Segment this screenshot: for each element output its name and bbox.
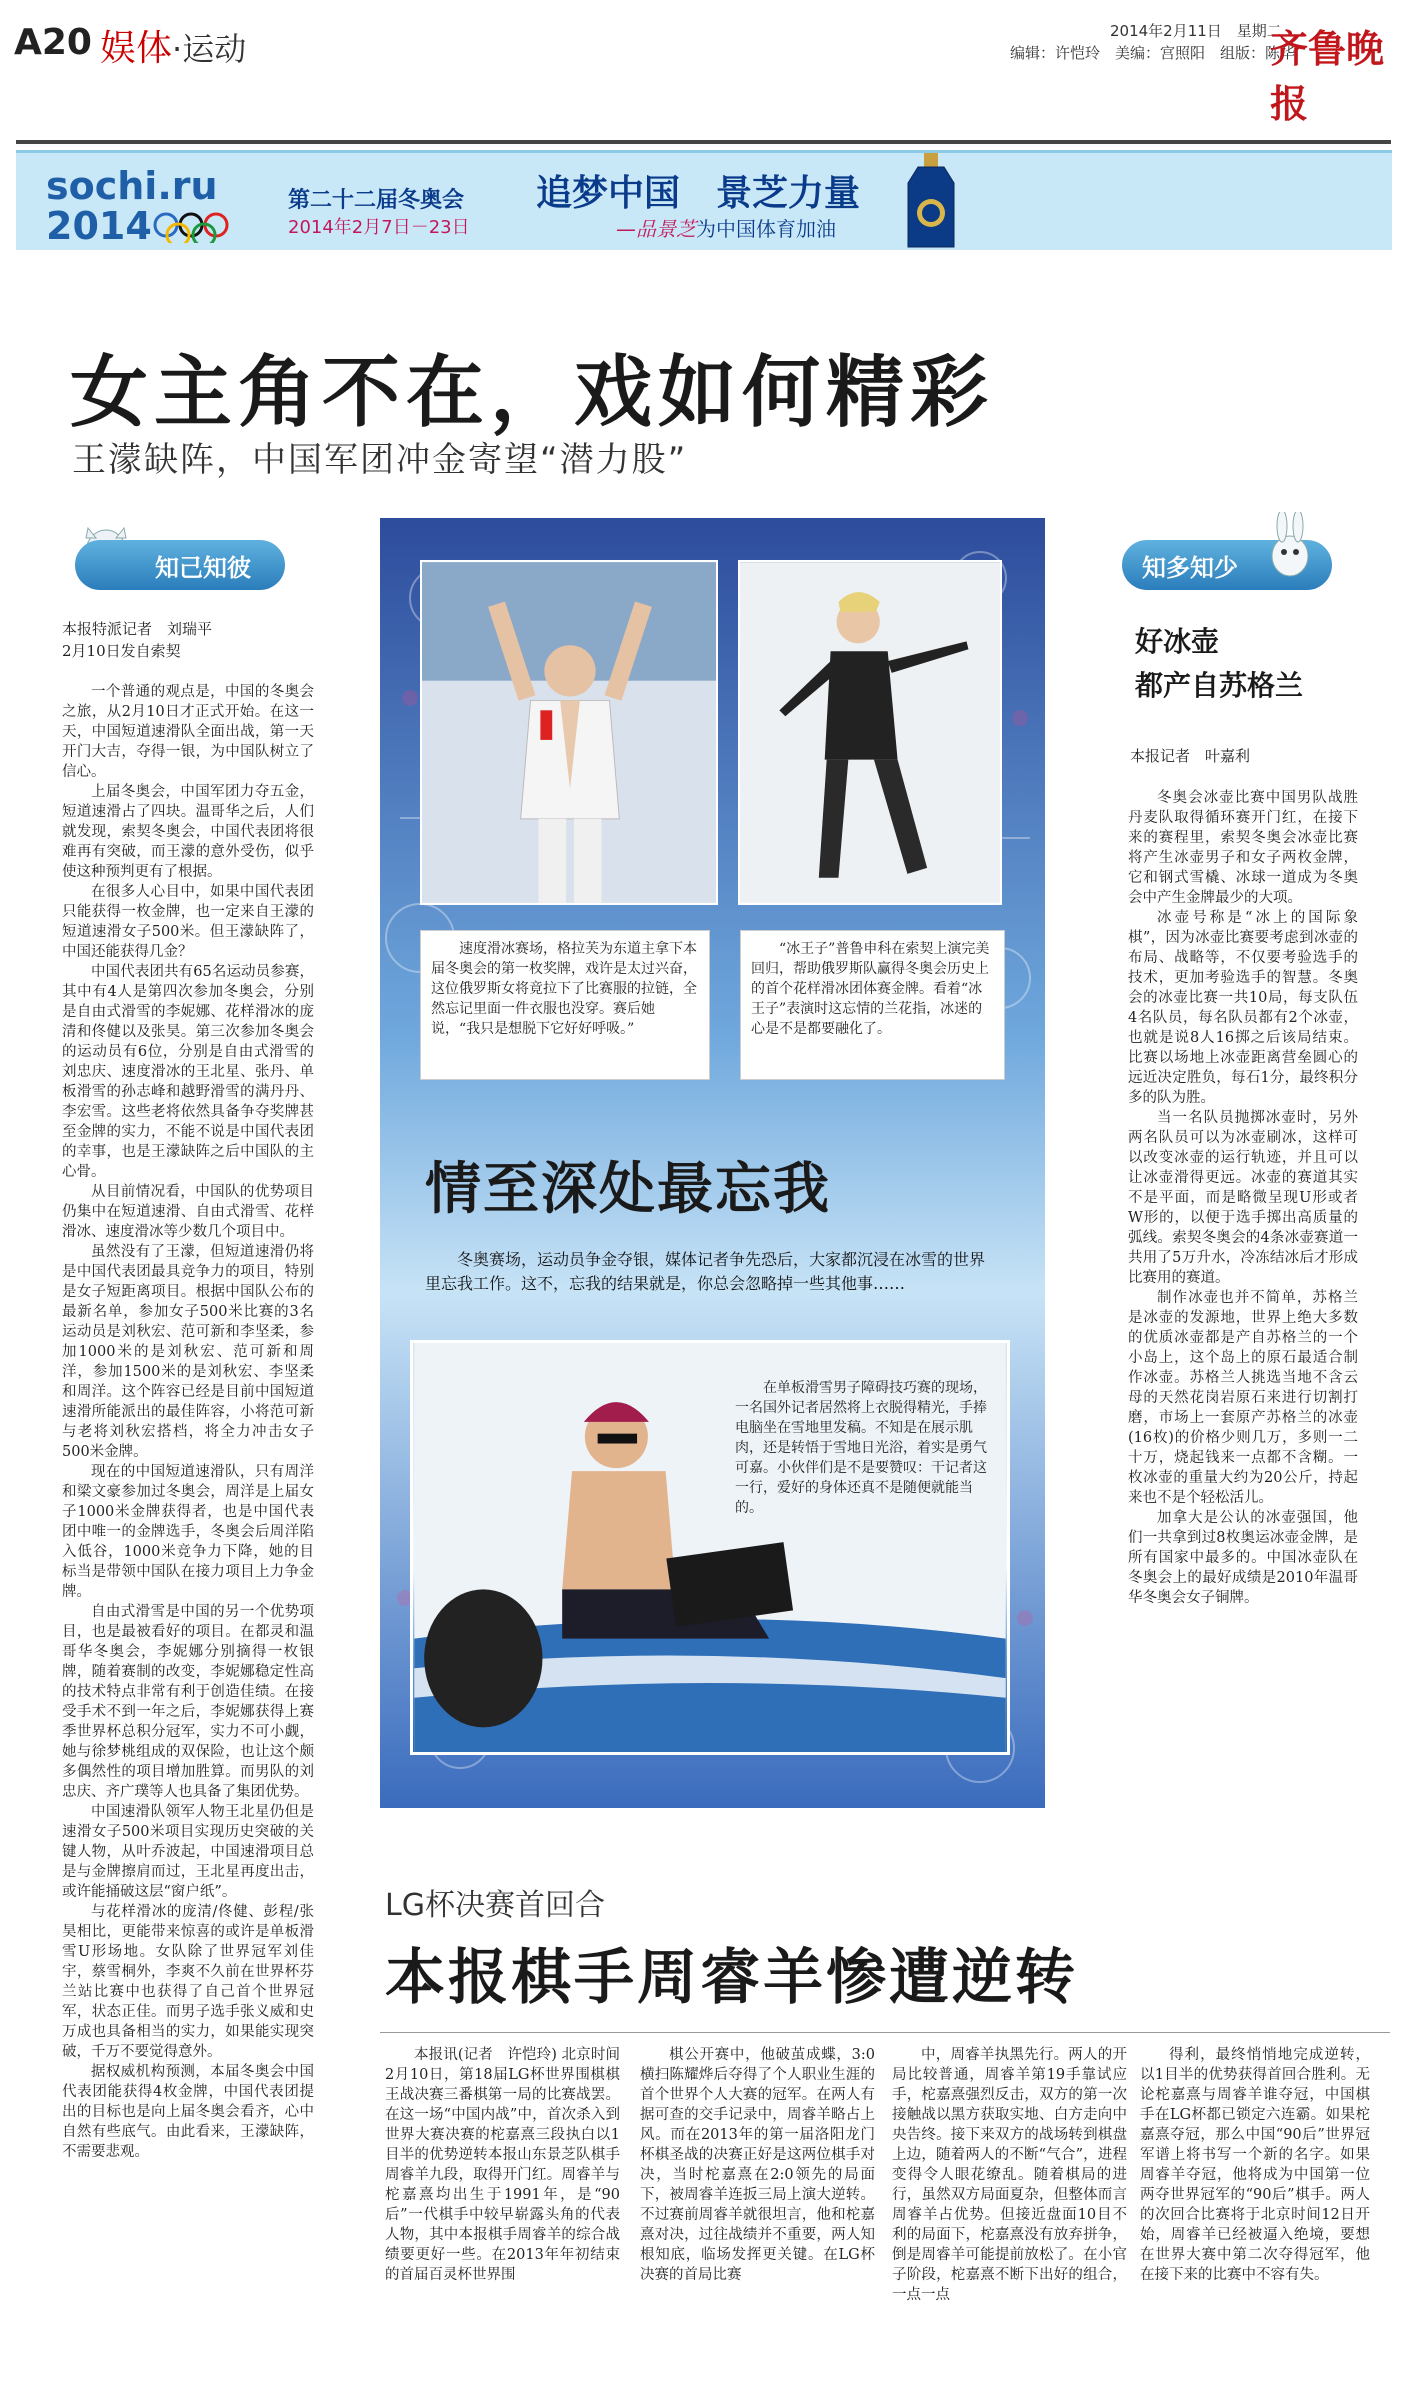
header-divider	[16, 140, 1391, 144]
main-byline	[62, 618, 312, 662]
main-paragraph: 自由式滑雪是中国的另一个优势项目，也是最被看好的项目。在都灵和温哥华冬奥会，李妮娜分别摘得一枚银牌，随着赛制的改变，李妮娜稳定性高的技术特点非常有利于创造佳绩。在接受手术不到一年之后，李妮娜获得上赛季世界杯总积分冠军，实力不可小觑，她与徐梦桃组成的双保险，也让这个颇多偶然性的项目增加胜算。而男队的刘忠庆、齐广璞等人也具备了集团优势。	[62, 1604, 314, 1800]
figure-skater-caption: “冰王子”普鲁申科在索契上演完美回归，帮助俄罗斯队赢得冬奥会历史上的首个花样滑冰团体赛金牌。看着“冰王子”表演时这忘情的兰花指，冰迷的心是不是都要融化了。	[740, 930, 1005, 1080]
main-byline-place: 2月10日发自索契	[62, 642, 181, 660]
go-column	[385, 2045, 620, 2285]
main-paragraph: 在很多人心目中，如果中国代表团只能获得一枚金牌，也一定来自王濛的短道速滑女子500米。但王濛缺阵了，中国还能获得几金？	[62, 884, 314, 960]
banner-slogan: 追梦中国 景芝力量	[536, 173, 861, 214]
liquor-bottle-image	[896, 151, 966, 251]
section-tag-trivia: 知多知少	[1122, 540, 1332, 590]
banner-subtitle	[616, 213, 836, 242]
go-headline: 本报棋手周睿羊惨遭逆转	[385, 1943, 1078, 2013]
main-paragraph: 从目前情况看，中国队的优势项目仍集中在短道速滑、自由式滑雪、花样滑冰、速度滑冰等少数几个项目中。	[62, 1184, 314, 1240]
go-divider	[380, 2032, 1390, 2033]
main-paragraph: 虽然没有了王濛，但短道速滑仍将是中国代表团最具竞争力的项目，特别是女子短距离项目。根据中国队公布的最新名单，参加女子500米比赛的3名运动员是刘秋宏、范可新和李坚柔，参加1000米的是刘秋宏、范可新和周洋，参加1500米的是刘秋宏、李坚柔和周洋。这个阵容已经是目前中国短道速滑所能派出的最佳阵容，小将范可新与老将刘秋宏搭档，将全力冲击女子500米金牌。	[62, 1244, 314, 1460]
sidebar-title	[1135, 620, 1303, 708]
sidebar-title-line1: 好冰壶	[1135, 625, 1220, 658]
page-header	[0, 0, 1409, 140]
banner-sub-text: 为中国体育加油	[696, 217, 836, 241]
main-paragraph: 据权威机构预测，本届冬奥会中国代表团能获得4枚金牌，中国代表团提出的目标也是向上届冬奥会看齐，心中自然有些底气。由此看来，王濛缺阵，不需要悲观。	[62, 2064, 314, 2160]
go-kicker: LG杯决赛首回合	[385, 1888, 605, 1923]
editor-credits: 编辑：许恺玲 美编：宫照阳 组版：陈华	[1010, 44, 1296, 62]
feature-lead: 冬奥赛场，运动员争金夺银，媒体记者争先恐后，大家都沉浸在冰雪的世界里忘我工作。这不，忘我的结果就是，你总会忽略掉一些其他事……	[425, 1250, 986, 1293]
main-headline: 女主角不在，戏如何精彩	[70, 348, 995, 438]
banner-sub-brand: —品景芝	[616, 217, 696, 241]
feature-headline: 情至深处最忘我	[425, 1157, 831, 1222]
hare-mascot-icon	[1262, 512, 1318, 578]
olympics-banner	[16, 150, 1392, 250]
page-number: A20	[14, 22, 92, 63]
banner-dates: 2014年2月7日－23日	[288, 217, 470, 238]
sidebar-paragraph: 当一名队员抛掷冰壶时，另外两名队员可以为冰壶刷冰，这样可以改变冰壶的运行轨迹，并且可以让冰壶滑得更远。冰壶的赛道其实不是平面，而是略微呈现U形或者W形的，以便于选手掷出高质量的弧线。索契冬奥会的4条冰壶赛道一共用了5万升水，冷冻结冰后才形成比赛用的赛道。	[1128, 1110, 1358, 1286]
sidebar-paragraph: 制作冰壶也并不简单，苏格兰是冰壶的发源地，世界上绝大多数的优质冰壶都是产自苏格兰的一个小岛上，这个岛上的原石最适合制作冰壶。苏格兰人挑选当地不含云母的天然花岗岩原石来进行切割打磨，市场上一套原产苏格兰的冰壶(16枚)的价格少则几万，多则一二十万，烧起钱来一点都不含糊。一枚冰壶的重量大约为20公斤，持起来也不是个轻松活儿。	[1128, 1290, 1358, 1506]
go-paragraph: 本报讯(记者 许恺玲) 北京时间2月10日，第18届LG杯世界围棋棋王战决赛三番棋第一局的比赛战罢。在这一场“中国内战”中，首次杀入到世界大赛决赛的柁嘉熹三段执白以1目半的优势逆转本报山东景芝队棋手周睿羊九段，取得开门红。周睿羊与柁嘉熹均出生于1991年，是“90后”一代棋手中较早崭露头角的代表人物，其中本报棋手周睿羊的综合战绩要更好一些。在2013年年初结束的首届百灵杯世界围	[385, 2047, 620, 2283]
sidebar-paragraph: 加拿大是公认的冰壶强国，他们一共拿到过8枚奥运冰壶金牌，是所有国家中最多的。中国冰壶队在冬奥会上的最好成绩是2010年温哥华冬奥会女子铜牌。	[1128, 1510, 1358, 1606]
main-paragraph: 现在的中国短道速滑队，只有周洋和梁文豪参加过冬奥会，周洋是上届女子1000米金牌获得者，也是中国代表团中唯一的金牌选手，冬奥会后周洋陷入低谷，1000米竞争力下降，她的目标当是带领中国队在接力项目上力争金牌。	[62, 1464, 314, 1600]
go-column	[892, 2045, 1127, 2305]
main-article-body	[62, 682, 314, 2162]
go-paragraph: 中，周睿羊执黑先行。两人的开局比较普通，周睿羊第19手靠试应手，柁嘉熹强烈反击，双方的第一次接触战以黑方获取实地、白方走向中央告终。接下来双方的战场转到棋盘上边，随着两人的不断“气合”，进程变得令人眼花缭乱。随着棋局的进行，虽然双方局面夏杂，但整体而言周睿羊占优势。但接近盘面10目不利的局面下，柁嘉熹没有放弃拼争，倒是周睿羊可能提前放松了。在小官子阶段，柁嘉熹不断下出好的组合，一点一点	[892, 2047, 1127, 2303]
svg-text:sochi.ru: sochi.ru	[46, 164, 218, 208]
sochi-2014-logo	[46, 163, 266, 243]
sidebar-title-line2: 都产自苏格兰	[1135, 669, 1304, 702]
go-paragraph: 棋公开赛中，他破茧成蝶，3:0横扫陈耀烨后夺得了个人职业生涯的首个世界个人大赛的冠军。在两人有据可查的交手记录中，周睿羊略占上风。而在2013年的第一届洛阳龙门杯棋圣战的决赛正好是这两位棋手对决，当时柁嘉熹在2:0领先的局面下，被周睿羊连扳三局上演大逆转。不过赛前周睿羊就很坦言，他和柁嘉熹对决，过往战绩并不重要，两人知根知底，临场发挥更关键。在LG杯决赛的首局比赛	[640, 2047, 875, 2283]
newspaper-logo: 齐鲁晚报	[1270, 26, 1385, 126]
go-column	[1140, 2045, 1370, 2285]
section-name: 娱体	[100, 28, 173, 69]
main-byline-reporter: 本报特派记者 刘瑞平	[62, 620, 213, 638]
issue-date: 2014年2月11日 星期二	[1110, 22, 1282, 40]
main-paragraph: 中国代表团共有65名运动员参赛，其中有4人是第四次参加冬奥会，分别是自由式滑雪的李妮娜、花样滑冰的庞清和佟健以及张昊。第三次参加冬奥会的运动员有6位，分别是自由式滑雪的刘忠庆、速度滑冰的王北星、张丹、单板滑雪的孙志峰和越野滑雪的满丹丹、李宏雪。这些老将依然具备争夺奖牌甚至金牌的实力，不能不说是中国代表团的幸事，也是王濛缺阵之后中国队的主心骨。	[62, 964, 314, 1180]
main-paragraph: 一个普通的观点是，中国的冬奥会之旅，从2月10日才正式开始。在这一天，中国短道速滑队全面出战，第一天开门大吉，夺得一银，为中国队树立了信心。	[62, 684, 314, 780]
svg-text:2014: 2014	[46, 204, 152, 243]
sidebar-byline: 本报记者 叶嘉利	[1130, 747, 1251, 765]
go-column	[640, 2045, 875, 2285]
journalist-caption: 在单板滑雪男子障碍技巧赛的现场，一名国外记者居然将上衣脱得精光，手捧电脑坐在雪地里发稿。不知是在展示肌肉，还是转悟于雪地日光浴，着实是勇气可嘉。小伙伴们是不是要赞叹：干记者这一行，爱好的身体还真不是随便就能当的。	[735, 1380, 987, 1516]
sidebar-paragraph: 冬奥会冰壶比赛中国男队战胜丹麦队取得循环赛开门红，在接下来的赛程里，索契冬奥会冰壶比赛将产生冰壶男子和女子两枚金牌，它和钢式雪橇、冰球一道成为冬奥会中产生金牌最少的大项。	[1128, 790, 1358, 906]
sidebar-body	[1128, 788, 1358, 1608]
sidebar-paragraph: 冰壶号称是“冰上的国际象棋”，因为冰壶比赛要考虑到冰壶的布局、战略等，不仅要考验选手的技术，更加考验选手的智慧。冬奥会的冰壶比赛一共10局，每支队伍4名队员，每名队员都有2个冰壶，也就是说8人16掷之后该局结束。比赛以场地上冰壶距离营垒圆心的远近决定胜负，每石1分，最终积分多的队为胜。	[1128, 910, 1358, 1106]
main-paragraph: 上届冬奥会，中国军团力夺五金，短道速滑占了四块。温哥华之后，人们就发现，索契冬奥会，中国代表团将很难再有突破，而王濛的意外受伤，似乎使这种预判更有了根据。	[62, 784, 314, 880]
speed-skater-caption: 速度滑冰赛场，格拉芙为东道主拿下本届冬奥会的第一枚奖牌，戏许是太过兴奋，这位俄罗斯女将竟拉下了比赛服的拉链，全然忘记里面一件衣服也没穿。赛后她说，“我只是想脱下它好好呼吸。”	[420, 930, 710, 1080]
go-paragraph: 得利，最终悄悄地完成逆转，以1目半的优势获得首回合胜利。无论柁嘉熹与周睿羊谁夺冠，中国棋手在LG杯都已锁定六连霸。如果柁嘉熹夺冠，那么中国“90后”世界冠军谱上将书写一个新的名字。如果周睿羊夺冠，他将成为中国第一位两夺世界冠军的“90后”棋手。两人的次回合比赛将于北京时间12日开始，周睿羊已经被逼入绝境，要想在世界大赛中第二次夺得冠军，他在接下来的比赛中不容有失。	[1140, 2047, 1370, 2283]
main-paragraph: 与花样滑冰的庞清/佟健、彭程/张昊相比，更能带来惊喜的或许是单板滑雪U形场地。女队除了世界冠军刘佳宇，蔡雪桐外，李爽不久前在世界杯芬兰站比赛中也获得了自己首个世界冠军，状态正佳。而男子选手张义威和史万成也具备相当的实力，如果能实现突破，千万不要觉得意外。	[62, 1904, 314, 2060]
main-subheadline: 王濛缺阵，中国军团冲金寄望“潜力股”	[72, 440, 688, 480]
section-sub: ·运动	[172, 30, 247, 68]
speed-skater-photo	[420, 560, 718, 905]
main-paragraph: 中国速滑队领军人物王北星仍但是速滑女子500米项目实现历史突破的关键人物，从叶乔波起，中国速滑项目总是与金牌擦肩而过，王北星再度出击，或许能捅破这层“窗户纸”。	[62, 1804, 314, 1900]
section-title	[100, 20, 246, 71]
figure-skater-photo	[738, 560, 1002, 905]
banner-olympics-title: 第二十二届冬奥会	[288, 188, 465, 213]
section-tag-know-yourself: 知己知彼	[75, 540, 285, 590]
